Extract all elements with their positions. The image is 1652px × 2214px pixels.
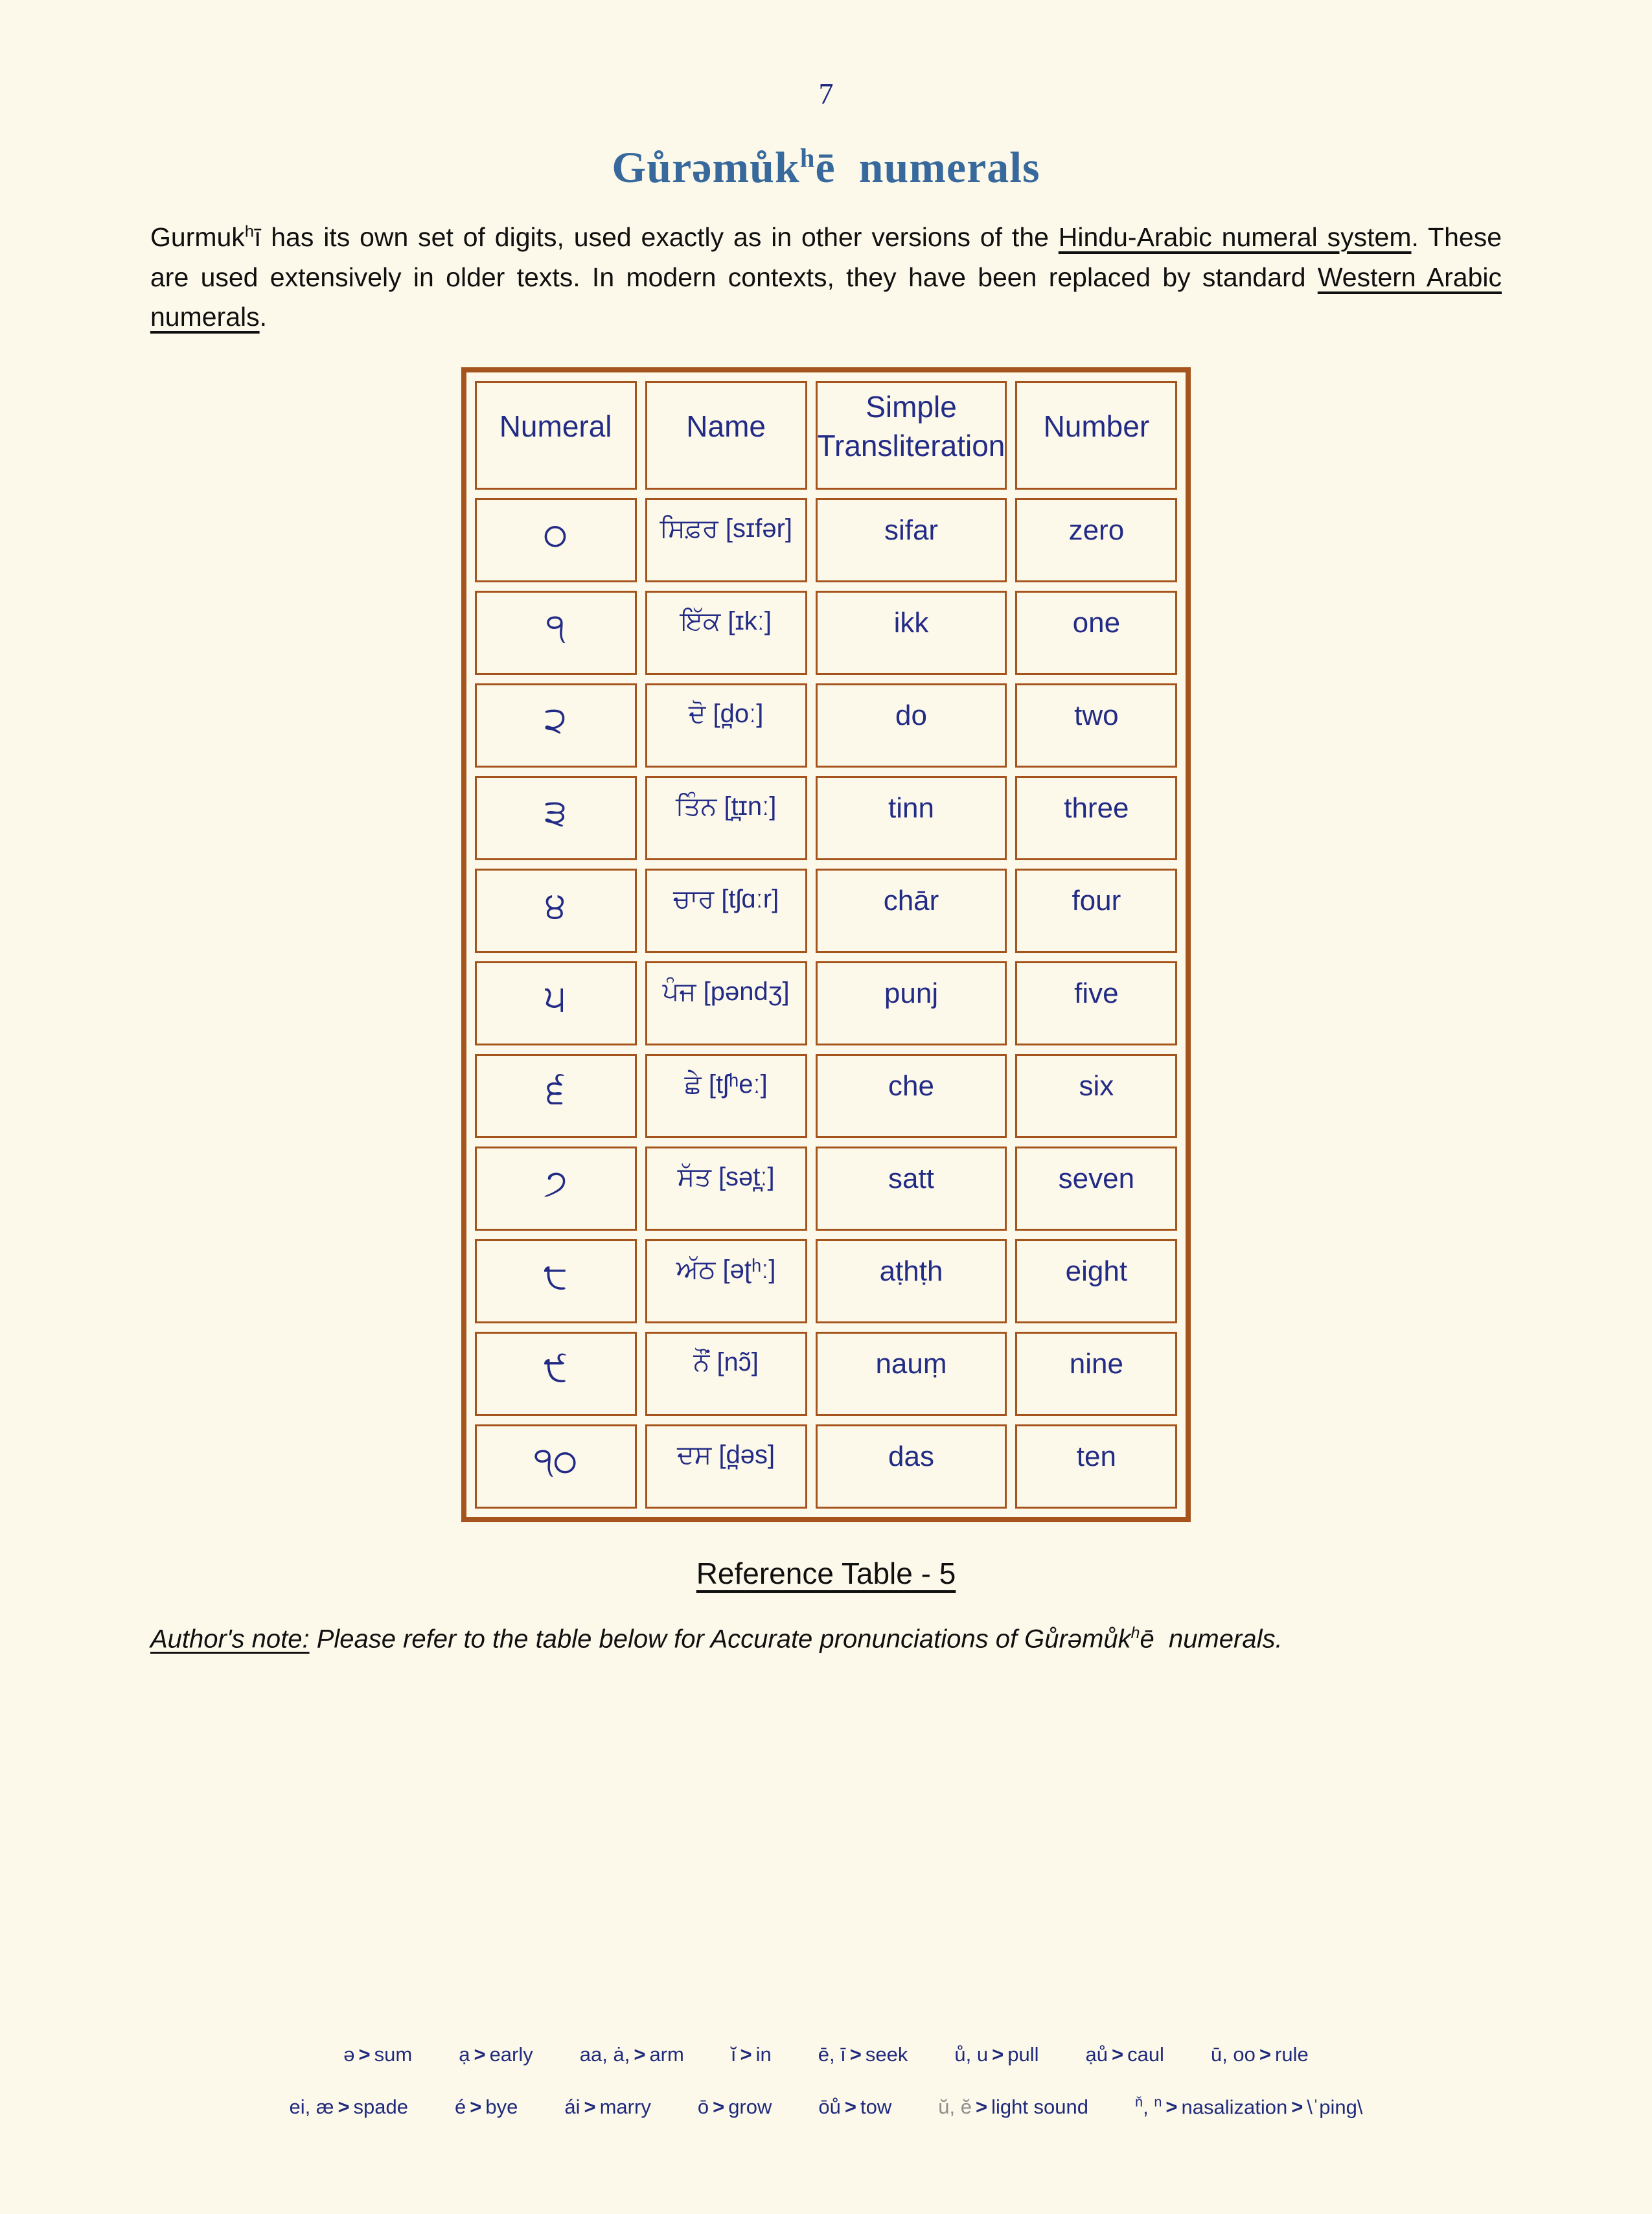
name-cell: ਦਸ [d̪əs] [645,1424,807,1509]
transliteration-cell: satt [816,1147,1007,1231]
reference-table-wrapper [0,367,1652,1522]
name-cell: ਦੋ [d̪oː] [645,683,807,768]
table-header-name: Name [645,381,807,490]
page-title [0,142,1652,193]
name-cell: ਸੱਤ [sət̪ː] [645,1147,807,1231]
transliteration-cell: tinn [816,776,1007,860]
table-row [475,961,1178,1045]
key-item-nasalization: $^ň$, $^n$ > nasalization > \ˈping\ [1135,2094,1363,2119]
numeral-cell: ੧ [475,591,637,675]
number-cell: one [1015,591,1177,675]
reference-table [461,367,1191,1522]
table-row [475,1239,1178,1323]
transliteration-cell: sifar [816,498,1007,582]
table-row [475,869,1178,953]
greater-than-separator: > [992,2043,1004,2066]
table-row [475,1424,1178,1509]
greater-than-separator: > [1111,2043,1124,2066]
key-item: ŭ, ĕ > light sound [938,2095,1089,2119]
name-cell: ਸਿਫ਼ਰ [sɪfər] [645,498,807,582]
note-superscript-h: h [1130,1624,1140,1642]
numeral-cell: ੦ [475,498,637,582]
authors-note [150,1625,1502,1654]
key-item: ē, ī > seek [818,2043,908,2066]
number-cell: three [1015,776,1177,860]
greater-than-separator: > [584,2095,596,2119]
table-row [475,1332,1178,1416]
key-item: ạů > caul [1085,2043,1164,2066]
table-header-row [475,381,1178,490]
key-item: ái > marry [564,2095,651,2119]
link-hindu-arabic-numeral-system[interactable]: Hindu-Arabic numeral system [1058,222,1412,252]
key-item: ōů > tow [818,2095,892,2119]
transliteration-cell: nauṃ [816,1332,1007,1416]
greater-than-separator: > [1291,2095,1303,2119]
intro-seg2: ī has its own set of digits, used exactly as in other versions of the [253,222,1059,252]
number-cell: zero [1015,498,1177,582]
table-header-numeral: Numeral [475,381,637,490]
transliteration-cell: do [816,683,1007,768]
intro-seg3: . These are used extensively in older texts. In modern contexts, they have been replaced by standard [150,222,1502,292]
number-cell: seven [1015,1147,1177,1231]
authors-note-text-tail: ē numerals. [1140,1624,1283,1653]
greater-than-separator: > [1165,2095,1178,2119]
transliteration-cell: das [816,1424,1007,1509]
transliteration-cell: punj [816,961,1007,1045]
link-western-arabic-numerals[interactable]: Western Arabic numerals [150,262,1502,332]
greater-than-separator: > [470,2095,482,2119]
greater-than-separator: > [358,2043,371,2066]
greater-than-separator: > [338,2095,350,2119]
title-text: Gůrəmůk [612,143,800,192]
name-cell: ਇੱਕ [ɪkː] [645,591,807,675]
name-cell: ਤਿੰਨ [t̪ɪnː] [645,776,807,860]
greater-than-separator: > [849,2043,862,2066]
numeral-cell: ੯ [475,1332,637,1416]
table-caption: Reference Table - 5 [696,1556,956,1590]
table-row [475,1147,1178,1231]
key-item: é > bye [455,2095,518,2119]
numeral-cell: ੫ [475,961,637,1045]
table-row [475,591,1178,675]
key-item: ə > sum [343,2043,413,2066]
key-item: aa, ȧ, > arm [579,2043,684,2066]
key-item: ĭ > in [730,2043,772,2066]
name-cell: ਨੌਂ [nɔ̃] [645,1332,807,1416]
transliteration-cell: che [816,1054,1007,1138]
page-number: 7 [818,77,834,110]
pronunciation-key-line-1 [0,2043,1652,2066]
key-item: ō > grow [697,2095,772,2119]
numeral-cell: ੩ [475,776,637,860]
intro-seg1: Gurmuk [150,222,245,252]
pronunciation-key-line-2 [0,2094,1652,2119]
table-row [475,498,1178,582]
name-cell: ਅੱਠ [əʈʰː] [645,1239,807,1323]
authors-note-text: Please refer to the table below for Accurate pronunciations of Gůrəmůk [309,1624,1131,1653]
numeral-cell: ੮ [475,1239,637,1323]
number-cell: nine [1015,1332,1177,1416]
name-cell: ਛੇ [tʃʰeː] [645,1054,807,1138]
numeral-cell: ੪ [475,869,637,953]
transliteration-cell: aṭhṭh [816,1239,1007,1323]
greater-than-separator: > [474,2043,486,2066]
title-text-tail: ē numerals [815,143,1040,192]
greater-than-separator: > [713,2095,725,2119]
greater-than-separator: > [1259,2043,1272,2066]
key-item: ů, u > pull [954,2043,1039,2066]
numeral-cell: ੭ [475,1147,637,1231]
pronunciation-key [0,2043,1652,2119]
transliteration-cell: chār [816,869,1007,953]
greater-than-separator: > [740,2043,752,2066]
table-row [475,776,1178,860]
numeral-cell: ੨ [475,683,637,768]
table-row [475,683,1178,768]
number-cell: five [1015,961,1177,1045]
title-superscript-h: h [799,143,816,173]
greater-than-separator: > [634,2043,646,2066]
transliteration-cell: ikk [816,591,1007,675]
number-cell: two [1015,683,1177,768]
intro-seg4: . [259,302,268,332]
number-cell: ten [1015,1424,1177,1509]
number-cell: four [1015,869,1177,953]
name-cell: ਚਾਰ [tʃɑːr] [645,869,807,953]
intro-superscript-h: h [244,222,254,241]
number-cell: eight [1015,1239,1177,1323]
table-header-transliteration: Simple Transliteration [816,381,1007,490]
key-item: ū, oo > rule [1210,2043,1309,2066]
key-item: ei, æ > spade [289,2095,409,2119]
table-header-number: Number [1015,381,1177,490]
key-item: ạ > early [459,2043,533,2066]
greater-than-separator: > [844,2095,856,2119]
numeral-cell: ੬ [475,1054,637,1138]
greater-than-separator: > [975,2095,988,2119]
intro-paragraph [150,218,1502,337]
name-cell: ਪੰਜ [pəndʒ] [645,961,807,1045]
numeral-cell: ੧੦ [475,1424,637,1509]
table-row [475,1054,1178,1138]
document-page [0,76,1652,2214]
authors-note-label: Author's note: [150,1624,310,1653]
number-cell: six [1015,1054,1177,1138]
